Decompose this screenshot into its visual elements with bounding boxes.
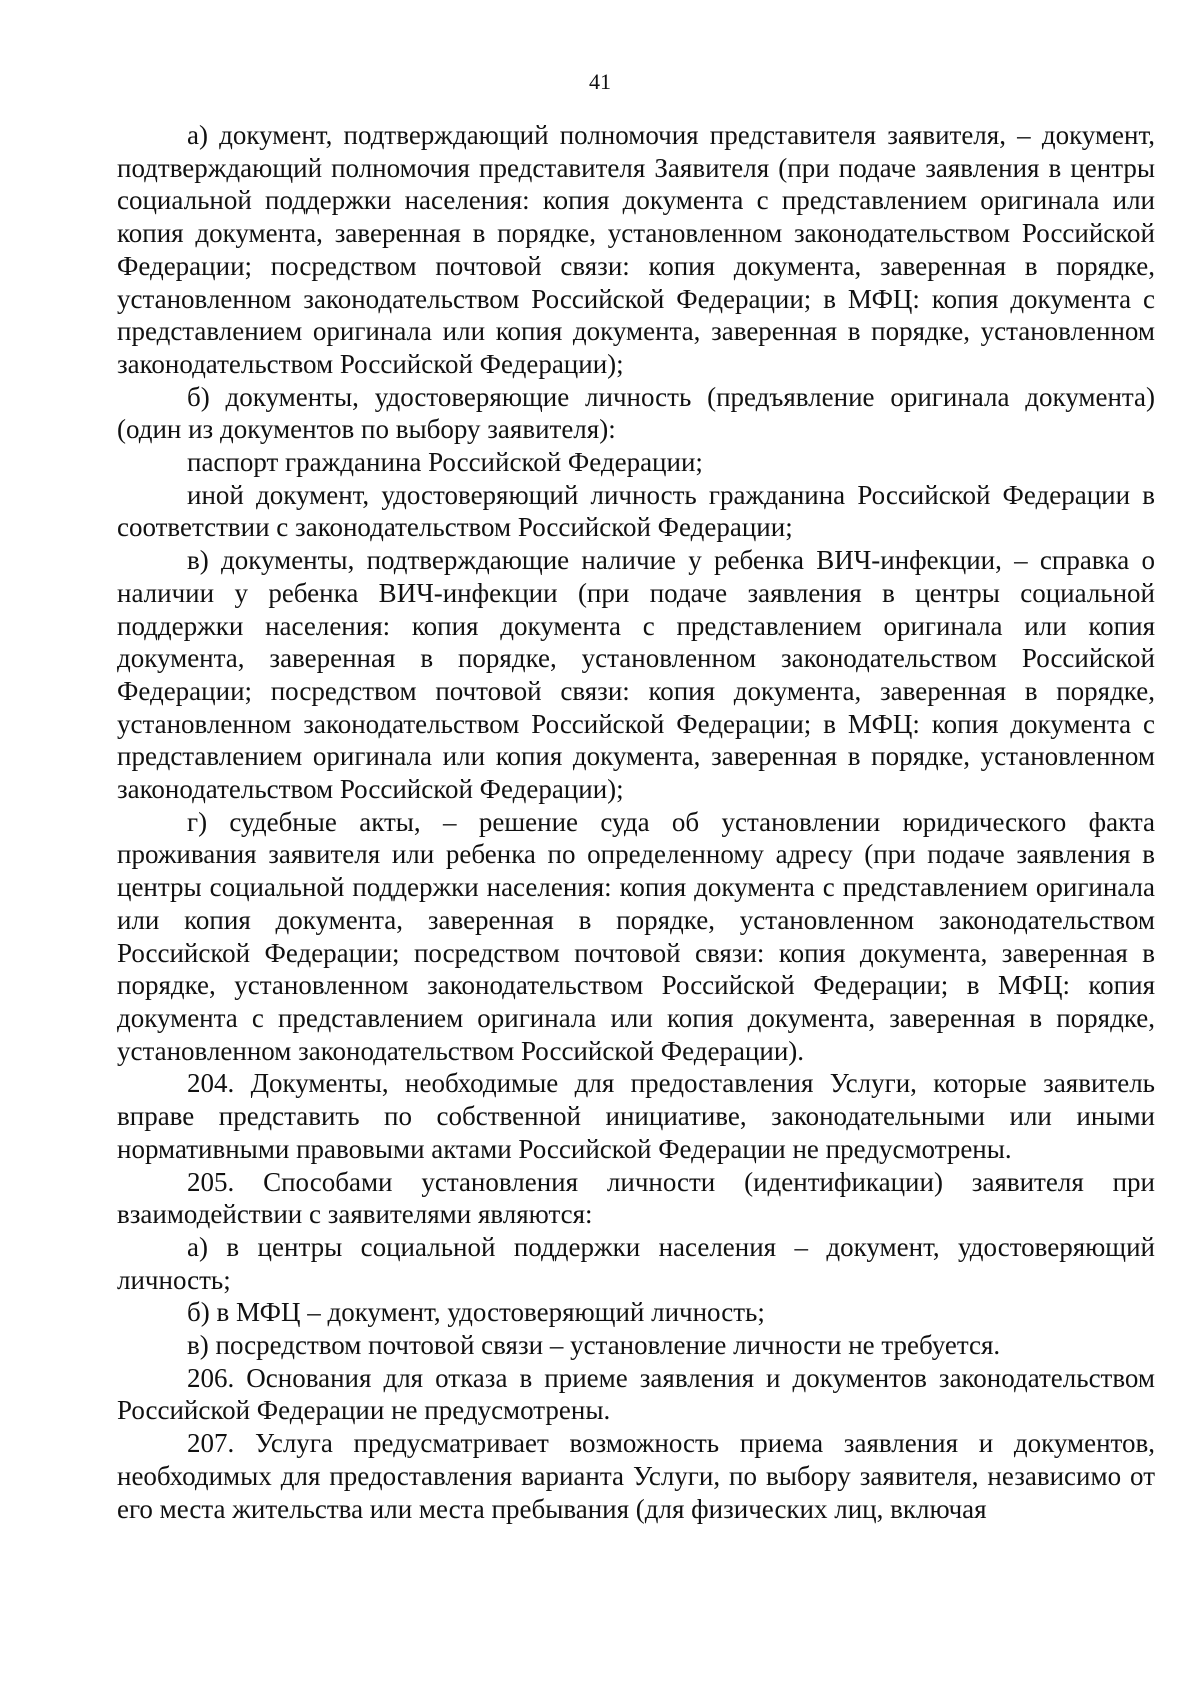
paragraph-205-b: б) в МФЦ – документ, удостоверяющий личность; — [187, 1297, 765, 1328]
paragraph-207: 207. Услуга предусматривает возможность приема заявления и документов, необходимых для предоставления варианта Услуги, по выбору заявителя, независимо от его места жительства или места пребывания (для физических лиц, включая — [117, 1428, 1155, 1524]
paragraph-206: 206. Основания для отказа в приеме заявления и документов законодательством Российской Федерации не предусмотрены. — [117, 1362, 1155, 1426]
page-number: 41 — [589, 69, 611, 94]
paragraph-b-identity-documents: б) документы, удостоверяющие личность (предъявление оригинала документа) (один из документов по выбору заявителя): — [117, 381, 1155, 445]
paragraph-other-identity-document: иной документ, удостоверяющий личность гражданина Российской Федерации в соответствии с законодательством Российской Федерации; — [117, 479, 1155, 543]
paragraph-205: 205. Способами установления личности (идентификации) заявителя при взаимодействии с заявителями являются: — [117, 1166, 1155, 1230]
document-body — [117, 119, 1155, 1525]
paragraph-204: 204. Документы, необходимые для предоставления Услуги, которые заявитель вправе представить по собственной инициативе, законодательными или иными нормативными правовыми актами Российской Федерации не предусмотрены. — [117, 1068, 1155, 1164]
paragraph-205-v: в) посредством почтовой связи – установление личности не требуется. — [187, 1330, 1001, 1361]
paragraph-passport: паспорт гражданина Российской Федерации; — [187, 447, 703, 478]
paragraph-v-hiv-certificate: в) документы, подтверждающие наличие у ребенка ВИЧ-инфекции, – справка о наличии у ребенка ВИЧ-инфекции (при подаче заявления в центры социальной поддержки населения: копия документа с представлением оригинала или копия документа, заверенная в порядке, установленном законодательством Российской Федерации; посредством почтовой связи: копия документа, заверенная в порядке, установленном законодательством Российской Федерации; в МФЦ: копия документа с представлением оригинала или копия документа, заверенная в порядке, установленном законодательством Российской Федерации); — [117, 545, 1155, 805]
paragraph-g-court-acts: г) судебные акты, – решение суда об установлении юридического факта проживания заявителя или ребенка по определенному адресу (при подаче заявления в центры социальной поддержки населения: копия документа с представлением оригинала или копия документа, заверенная в порядке, установленном законодательством Российской Федерации; посредством почтовой связи: копия документа, заверенная в порядке, установленном законодательством Российской Федерации; в МФЦ: копия документа с представлением оригинала или копия документа, заверенная в порядке, установленном законодательством Российской Федерации). — [117, 806, 1155, 1066]
paragraph-a-representative: а) документ, подтверждающий полномочия представителя заявителя, – документ, подтверждающий полномочия представителя Заявителя (при подаче заявления в центры социальной поддержки населения: копия документа с представлением оригинала или копия документа, заверенная в порядке, установленном законодательством Российской Федерации; посредством почтовой связи: копия документа, заверенная в порядке, установленном законодательством Российской Федерации; в МФЦ: копия документа с представлением оригинала или копия документа, заверенная в порядке, установленном законодательством Российской Федерации); — [117, 120, 1155, 379]
paragraph-205-a: а) в центры социальной поддержки населения – документ, удостоверяющий личность; — [117, 1231, 1155, 1295]
